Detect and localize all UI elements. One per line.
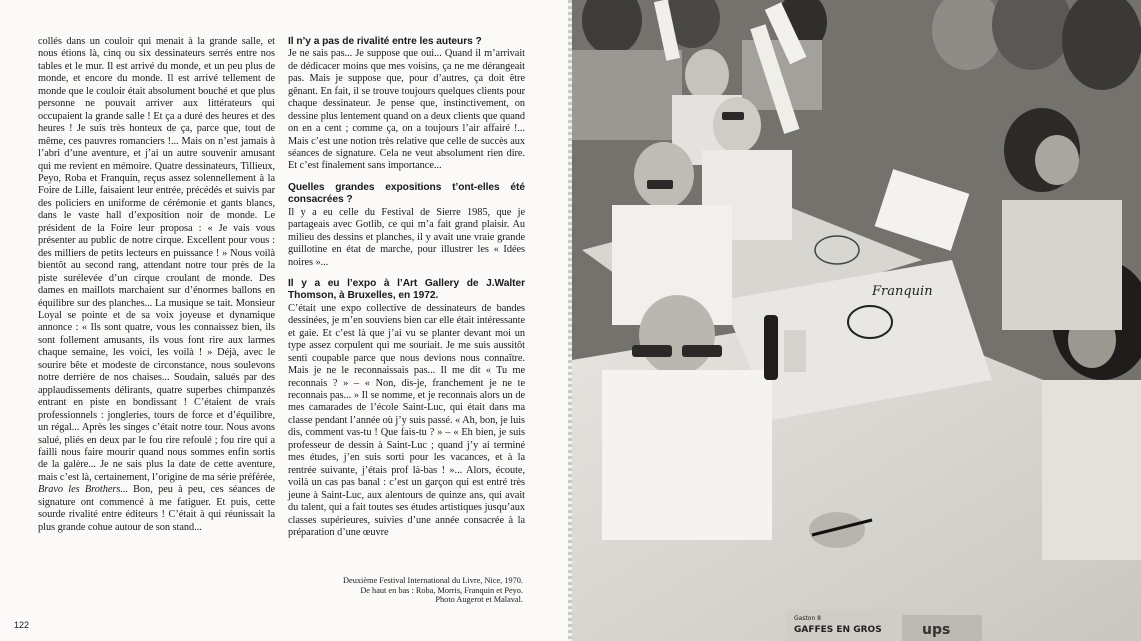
body-paragraph [38, 36, 275, 534]
caption-line: Deuxième Festival International du Livre, Nice, 1970. [343, 576, 523, 585]
person-roba [685, 49, 729, 101]
interview-answer: Il y a eu celle du Festival de Sierre 1985, que je partageais avec Gotlib, ce qui m’a fait grand plaisir. Au milieu des dessins et planches, il y avait une vraie grande guillotine en état de marche, pour illustrer les « Idées noires »... [288, 206, 525, 268]
interview-answer: Je ne sais pas... Je suppose que oui... Quand il m’arrivait de dédicacer moins que mes voisins, ça ne me dérangeait pas. Mais je suppose que, pour d’autres, ça doit être gênant. En fait, il se trouve toujours quelques clients pour chaque dessinateur. Je pense que, instinctivement, on dessine plus lentement quand on a deux clients que quand on en a cent ; comme ça, on a toujours l’air affairé !... Mais c’est une notion très relative que celle de succès aux séances de signature. Cela ne veut absolument rien dire. Et c’est finalement sans importance... [288, 48, 525, 172]
interview-answer: C’était une expo collective de dessinateurs de bandes dessinées, je m’en souviens bien car elle était intéressante et gaie. Et c’est là que j’ai vu se planter devant moi un type assez corpulent qui me souriait. Je me suis aussitôt senti coupable parce que nous devions nous connaître. Mais je ne le reconnaissais pas... Il me dit « Tu me reconnais ? » – « Non, dis-je, franchement je ne te reconnais pas... » Il se nomme, et je reconnais alors un de mes camarades de l’école Saint-Luc, qui était dans ma classe pendant l’année où j’y suis passé. « Ah, bon, je luis dis, comment vas-tu ! Que fais-tu ? » – « Eh bien, je suis professeur de dessin à Saint-Luc ; quand j’y ai terminé mes études, j’en suis sorti pour les vacances, et à la rentrée suivante, j’étais prof là-bas ! »... Alors, écoute, voilà un cas pas banal : c’est un garçon qui est entré très jeune à Saint-Luc, aux alentours de quinze ans, qui avait du talent, qui a fait toutes ses études artistiques jusqu’aux classes supérieures, suivies d’une année consacrée à la préparation d’une œuvre [288, 302, 525, 538]
person-franquin [634, 142, 694, 208]
caption-line: De haut en bas : Roba, Morris, Franquin et Peyo. [360, 585, 523, 595]
caption-credit: Photo Augerot et Malaval. [435, 595, 523, 605]
book-title: GAFFES EN GROS [794, 625, 882, 635]
series-title: Bravo les Brothers [38, 484, 121, 496]
page-number: 122 [14, 620, 30, 630]
interview-question: Il n’y a pas de rivalité entre les auteurs ? [288, 36, 482, 47]
left-page [0, 0, 568, 641]
interview-question: Quelles grandes expositions t’ont-elles été consacrées ? [288, 181, 525, 206]
interview-question: Il y a eu l’expo à l’Art Gallery de J.Walter Thomson, à Bruxelles, en 1972. [288, 278, 525, 302]
drawing-signature: Franquin [872, 284, 933, 299]
body-text: ... Bon, peu à peu, ces séances de signature ont commencé à me fatiguer. Et puis, cette sourde rivalité entre éditeurs ! C’était à qui réunissait la plus grande cohue autour de son stand... [38, 484, 275, 533]
body-text: collés dans un couloir qui menait à la grande salle, et nous étions là, cinq ou six dessinateurs serrés entre nos tables et le mur. Il est arrivé du monde, et un peu plus de monde, et encore du monde. Il est arrivé tellement de monde que le couloir était absolument bouché et que plus personne ne pouvait arriver aux littérateurs qui occupaient la grande salle ! Et ça a duré des heures et des heures ! Je suis très honteux de ça, parce que, tout de même, ces pauvres romanciers !... Mais on n’est jamais à l’abri d’une aventure, et j’ai un autre souvenir amusant qui me revient en mémoire. Quatre dessinateurs, Tillieux, Peyo, Roba et Franquin, reçus assez solennellement à la Foire de Lille, faisaient leur entrée, précédés et suivis par des policiers en uniforme de cérémonie et gants blancs, dans le vaste hall d’exposition noir de monde. Le président de la Foire leur proposa : « Je vais vous présenter au public de notre cirque. Excellent pour vous : des milliers de petits lecteurs en puissance ! » Nous voilà bientôt au second rang, attendant notre tour près de la piste surélevée d’un cirque croulant de monde. Des dames en maillots marchaient sur d’énormes ballons en équilibre sur des planches... La musique se tait. Monsieur Loyal se pointe et de sa voix joyeuse et dynamique annonce : « Ils sont quatre, vous les connaissez bien, ils sont follement amusants, ils vous font rire aux larmes chaque semaine, les voici, les voilà ! » Déjà, avec le sourire bête et modeste de circonstance, nous soulevons notre derrière de nos chaises... Soudain, salués par des applaudissements délirants, quatre superbes chimpanzés entrant en piste en bondissant ! C’étaient de vrais professionnels : jongleries, tours de force et d’équilibre, un régal... Après les singes c’était notre tour. Nous avons salué, pliés en deux par le fou rire refoulé ; fou rire qui a failli nous faire mourir quand nous sommes enfin sortis de la galère... Je ne sais plus la date de cette aventure, mais c’est là, certainement, l’origine de ma série préférée, [38, 36, 275, 483]
photo-caption [263, 576, 523, 605]
text-column-2 [288, 36, 525, 539]
signing-photo [572, 0, 1141, 641]
person-morris [713, 97, 761, 153]
person-peyo [639, 295, 715, 375]
book-title: Gaston 8 [794, 615, 822, 622]
book-title: ups [922, 622, 951, 638]
photo-illustration [572, 0, 1141, 641]
bottle [764, 315, 778, 380]
text-column-1 [38, 36, 275, 534]
glass [784, 330, 806, 372]
